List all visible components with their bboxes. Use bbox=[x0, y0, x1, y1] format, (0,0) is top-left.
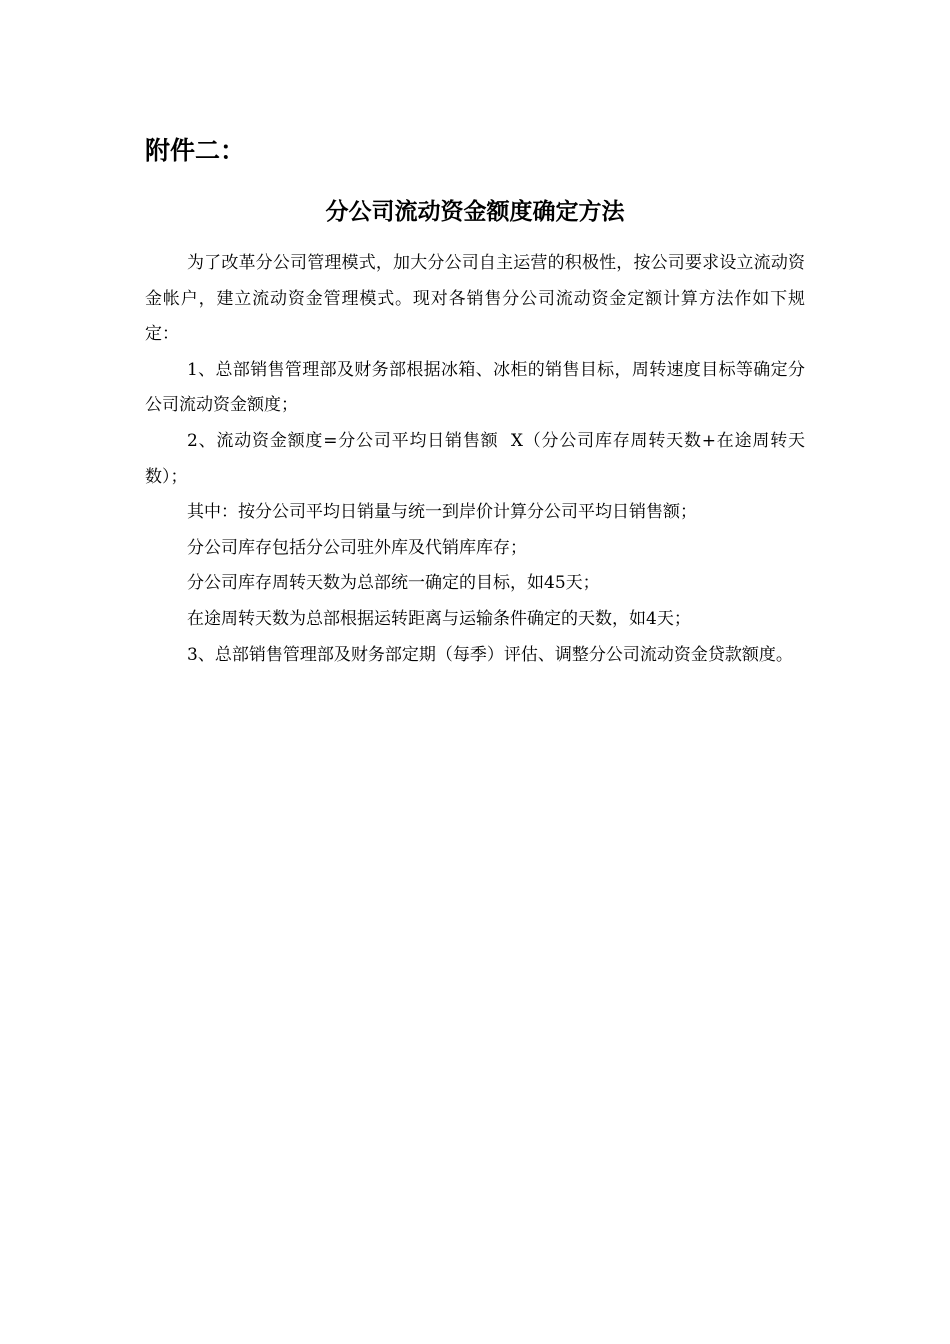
attachment-label: 附件二： bbox=[145, 136, 246, 165]
paragraph-note-transit-days: 在途周转天数为总部根据运转距离与运输条件确定的天数，如4天； bbox=[187, 608, 691, 629]
paragraph-rule-2: 2、流动资金额度=分公司平均日销售额 X（分公司库存周转天数+在途周转天数）； bbox=[145, 430, 805, 487]
paragraph-note-inventory: 分公司库存包括分公司驻外库及代销库库存； bbox=[187, 537, 527, 558]
document-title: 分公司流动资金额度确定方法 bbox=[325, 199, 625, 225]
paragraph-intro: 为了改革分公司管理模式，加大分公司自主运营的积极性，按公司要求设立流动资金帐户，建立流动资金管理模式。现对各销售分公司流动资金定额计算方法作如下规定： bbox=[145, 253, 805, 345]
paragraph-rule-1: 1、总部销售管理部及财务部根据冰箱、冰柜的销售目标，周转速度目标等确定分公司流动资金额度； bbox=[145, 359, 805, 416]
paragraph-rule-3: 3、总部销售管理部及财务部定期（每季）评估、调整分公司流动资金贷款额度。 bbox=[187, 644, 793, 665]
paragraph-note-turnover-days: 分公司库存周转天数为总部统一确定的目标，如45天； bbox=[187, 573, 600, 594]
document-body bbox=[145, 246, 805, 673]
paragraph-note-daily-sales: 其中：按分公司平均日销量与统一到岸价计算分公司平均日销售额； bbox=[187, 502, 697, 523]
